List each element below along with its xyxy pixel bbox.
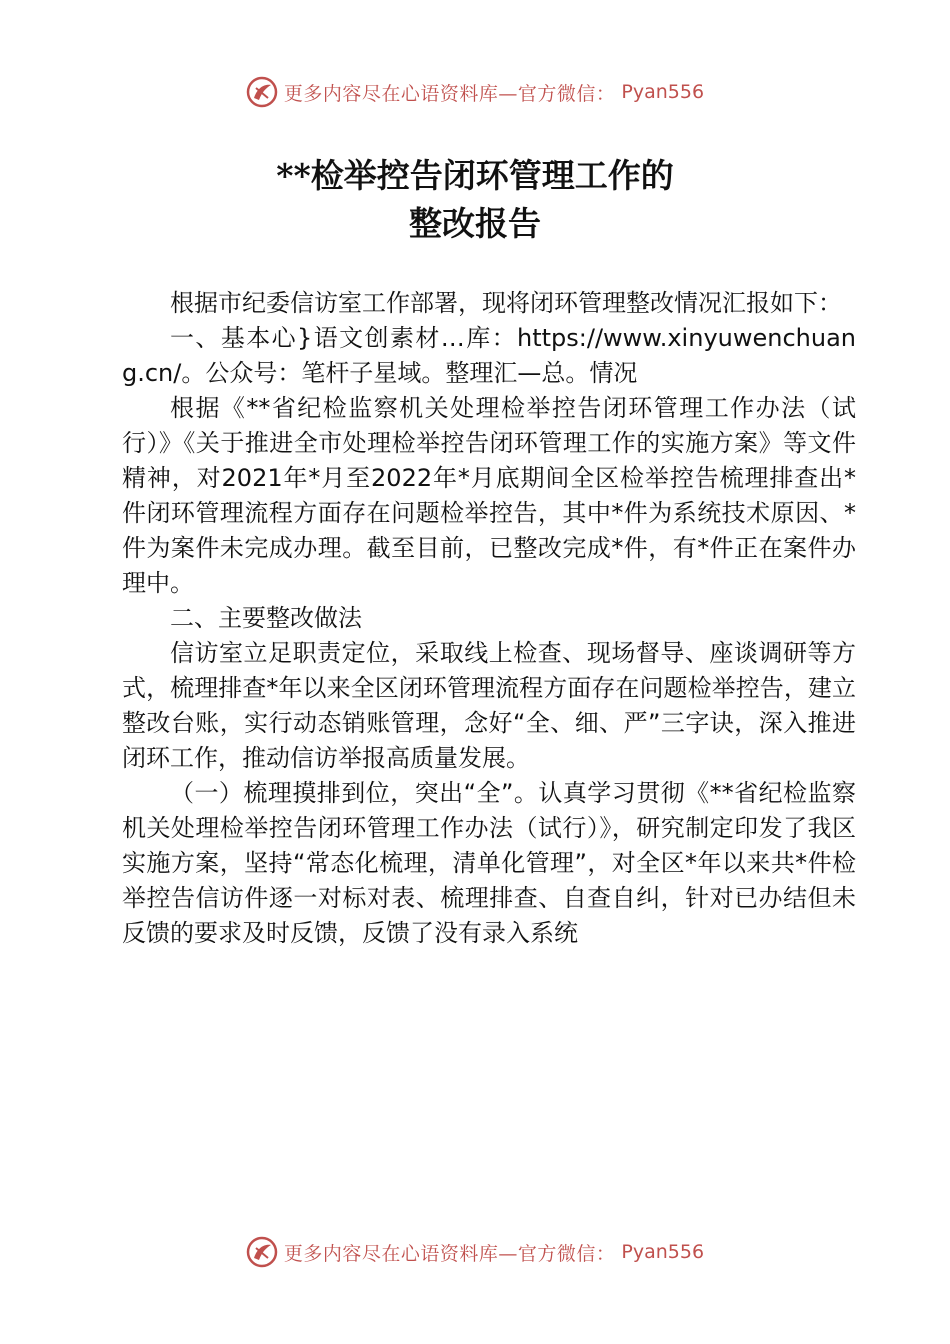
- library-logo-icon: [246, 1236, 278, 1268]
- watermark-text: 更多内容尽在心语资料库—官方微信：: [283, 82, 616, 105]
- document-body: [122, 286, 856, 951]
- paragraph-subsection-one: （一）梳理摸排到位，突出“全”。认真学习贯彻《**省纪检监察机关处理检举控告闭环管理工作办法（试行）》，研究制定印发了我区实施方案，坚持“常态化梳理，清单化管理”，对全区*年以来共*件检举控告信访件逐一对标对表、梳理排查、自查自纠，针对已办结但未反馈的要求及时反馈，反馈了没有录入系统: [122, 779, 856, 947]
- paragraph-section-one-heading: 一、基本心}语文创素材…库：https://www.xinyuwenchuang.cn/。公众号：笔杆子星域。整理汇—总。情况: [122, 324, 856, 387]
- paragraph-approach: 信访室立足职责定位，采取线上检查、现场督导、座谈调研等方式，梳理排查*年以来全区闭环管理流程方面存在问题检举控告，建立整改台账，实行动态销账管理，念好“全、细、严”三字诀，深入推进闭环工作，推动信访举报高质量发展。: [122, 639, 856, 772]
- document-title-line1: **检举控告闭环管理工作的: [276, 156, 674, 195]
- watermark-wechat-id: Pyan556: [621, 1241, 705, 1263]
- paragraph-section-two-heading: 二、主要整改做法: [170, 604, 362, 632]
- header-watermark: [0, 72, 950, 112]
- paragraph-intro: 根据市纪委信访室工作部署，现将闭环管理整改情况汇报如下：: [170, 289, 842, 317]
- paragraph-basis: 根据《**省纪检监察机关处理检举控告闭环管理工作办法（试行）》《关于推进全市处理检举控告闭环管理工作的实施方案》等文件精神，对2021年*月至2022年*月底期间全区检举控告梳理排查出*件闭环管理流程方面存在问题检举控告，其中*件为系统技术原因、*件为案件未完成办理。截至目前，已整改完成*件，有*件正在案件办理中。: [122, 394, 856, 597]
- library-logo-icon: [246, 76, 278, 108]
- watermark-wechat-id: Pyan556: [621, 81, 705, 103]
- document-title-line2: 整改报告: [409, 204, 541, 243]
- watermark-text: 更多内容尽在心语资料库—官方微信：: [283, 1242, 616, 1265]
- footer-watermark: [0, 1232, 950, 1272]
